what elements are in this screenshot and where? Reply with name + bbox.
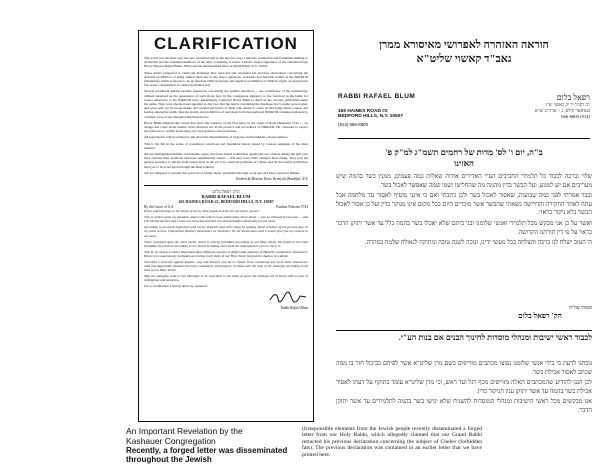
hebrew-paragraph: ואשר על כן אני מבקש מכל תלמידי ואנשי שלומנו ובני ביתם שלא יאכלו בשר בהמה כלל עד אשר יתוקן הדבר כראוי על פי דין תורתנו הקדושה. [336, 219, 592, 236]
clarification-paragraph: All the distinguished Rabbis and halachic sages who have issued prohibition against the use of meat during the past year have restated their positions and have emphatically stated — that they have NOT changed their ruling. They join the general populace to refrain from eating meat as the yet to be resolved problems of Chelev and its successful prohibition have yet to be acted upon through the meat industry. [144, 152, 308, 169]
hebrew-paragraph: לכן הננו להודיע שהמכתבים האלה מזוייפים מכף רגל ועד ראש, וכי מרן שליט"א עומד בתוקף על דעתו לאסור אכילת בשר בהמה עד אשר יתוקן ענין הניקור כדין. [336, 379, 592, 395]
clarification-paragraph: This is the 6th in the series of scandalous scurrilous and fraudulent letters issued by various segments of the meat industry. [144, 141, 308, 150]
letterhead-name: RABBI RAFAEL BLUM [338, 93, 416, 100]
english-paragraph: May the Almighty send us his blessings to be inscribed in the book of good life amongst all of Israel with a year of redemption and salvation. [144, 274, 308, 283]
english-paragraph: For a certification I hereby attest my signature [144, 284, 208, 289]
letterhead-hebrew-phone: (914) 666-6800 [561, 114, 590, 119]
clarification-notice [138, 30, 314, 422]
signature-scribble [268, 291, 308, 303]
english-paragraph: According to personal inspection with all my students, and with ruling by leading Torah scholars of the present-day; to my great sorrow, I found that (kosher) meat bears no 'hechsher' for the Torah laws, and I cannot give you my consent to eat meat. [144, 225, 308, 238]
clarification-paragraph: These letters purported to claim the Kashauer Rav retracted and rescinded his previous declaration concerning the absolute prohibition of using animal meat due to the major questions, problems and halachic doubts in the NIKKUR (deveining) which is known to be an absolute biblical precept and negative prohibition of biblical origin, as engraved in law as the consumption of chelev (forbidden fat). [144, 70, 308, 88]
hebrew-signature [336, 306, 592, 320]
headline-line-1: An Important Revelation by the [126, 426, 243, 436]
english-paragraph: Therefore I sincerely appeal implore, beg and beseech you all to refrain from consuming any more meat whatsoever until this deplorable situation becomes completely and properly rectified with the help of the Almighty according to all laws of our Holy Torah. [144, 260, 308, 273]
hebrew-paragraph: נוכחנו לדעת כי בידי אנשי שלומנו נפוצו מכתבים מזוייפים בשם מרן שליט"א אשר לפיהם כביכול חזר בו ממה שכתב לאסור אכילת בשר. [336, 360, 592, 376]
letterhead-hebrew [480, 93, 590, 120]
clarification-paragraph: All legal means will be utilized to pin down the dissemination of forgeries and fraudulent correspondence. [144, 135, 289, 140]
hebrew-paragraph: ה' הטוב ישלח לנו ברכה והצלחה בכל מעשי ידינו, ונזכה לשנה טובה ומתוקה לגאולה שלמה במהרה. [365, 239, 592, 247]
hebrew-title [336, 38, 592, 66]
english-letter-text [144, 209, 308, 289]
clarification-paragraph: The world was shocked over the new revelation that in the last few days a massive counterfeit and fraudulent mailing to all Rabbis and the esteemed members of the laity, consisting of letters with the forged signatures of the venerated Sage Horav Hagaon Rafael Blum, Shlita and his distinguished letter of Rabbi Blum, N.Y. 10952. [144, 56, 308, 69]
handwritten-signature [144, 291, 308, 306]
embedded-letterhead [144, 189, 308, 204]
hebrew-date-line-2: האזינו [454, 158, 474, 168]
letterhead-city: BEDFORD HILLS, N.Y. 10507 [338, 114, 404, 119]
letterhead-hebrew-line: בעדפאר הילס, נ. י. ארה"ב יע"א [534, 108, 590, 113]
hebrew-title-line-2: גאב"ד קאשוי שליט"א [416, 53, 512, 65]
hebrew-paragraph: אנו מבקשים מכל ראשי הישיבות ומנהלי המוסדות להשגיח שלא יגישו בשר בהמה לתלמידים עד אשר יתוקן הדבר. [336, 398, 592, 414]
signature-name: Rabbi Rafael Blum [280, 305, 308, 310]
letterhead-hebrew-name: הרב רפאל בלום [212, 189, 240, 195]
english-paragraph: This by no means a matter dependent upon different customs or differential opinions of Halachic authorities whatsoever. Hence it is unanimously forbidden according to all sides of our Holy Torah beyond the shadow of a doubt. [144, 249, 308, 258]
letterhead-address: 165 HAINES ROAD #2, BEDFORD HILLS, N.Y. 10507 [178, 199, 274, 205]
headline-line-2: Kashauer Congregation [126, 435, 216, 446]
letterhead-hebrew-line: רב דקהל יד יק קאשוי יצ"ו [545, 102, 590, 107]
article-headline [126, 427, 296, 446]
section-divider [336, 330, 592, 331]
letterhead-right-line: Parshas Nitzvim 5743 [276, 205, 308, 210]
clarification-paragraph: All are obligated to prevent this great sin of eating chelev prohibited through cover-ups and false reports in Nikkur. [144, 170, 301, 175]
hebrew-sign-prefix: ובאתי עה"ח [568, 306, 592, 311]
hebrew-subheading: לכבוד ראשי ישיבות ומנהלי מוסדות לחינוך הבנים אם בנות הע"י. [398, 333, 592, 342]
hebrew-paragraph: וכבר אמרתי לפני כמה שבועות, שאסור לאכול בשר ולכן כתבתי ואם כי אינני מוסיף לאסור נגד מלחמה אבל עתה לאחר החקירה והדרישה מצאתי שהבשר אשר מוכרים היום בכל מקום אינו מנוקר כדין ועל כן אסור לאכול הבשר בלא ניקור כראוי. [336, 192, 592, 217]
hebrew-date-line [336, 147, 592, 169]
english-paragraph: Peace and blessings to the honor of all my dear pupils and the AG anywhere you are. [144, 209, 260, 214]
hebrew-title-line-1: הוראה האזהרה לאפרושי מאיסורא ממרן [379, 39, 549, 51]
hebrew-date-line-1: ב"ה, יום ו' לס' מדות של רחמים תשמ"ג למ"ק פ' [385, 147, 543, 157]
article-body: (Irresponsible elements from the Jewish people recently disseminated a forged letter from our Holy Rabbi, which allegedly claimed that our Grand Rabbi retracted his previous declaration concerning the subject of Chelev (forbidden fats). The previous declaration was contained in an earlier letter that we have printed here. [302, 426, 482, 458]
letterhead-left-line: By the Grace of G-d [144, 205, 174, 210]
hebrew-second-notice [336, 360, 592, 462]
letterhead-address: 165 HAINES ROAD #2 [338, 109, 388, 114]
letterhead-hebrew-name: רפאל בלום [556, 93, 590, 102]
clarification-paragraph: Horav Blum emphatically stated that since the issuance of his first letter in the week of Rosh Hashanah 5743 — no change has come about neither in his decision nor in the practice and procedures of NIKKUR. He continues to expect his followers to refrain from using any beef products and provisions. [144, 120, 308, 134]
hebrew-letter-body [336, 173, 592, 250]
letterhead-english [338, 93, 448, 127]
divider [144, 185, 308, 186]
letterhead-phone: (914) 666-6800 [338, 122, 369, 127]
clarification-signature-line: Yeshiva & Mesivta Toras Yirmiyah, Brooklyn, N.Y. [235, 177, 308, 182]
english-paragraph: This is written upon my demand; what is this which I was asked many times about — are we allowed to eat meat — and I do hereby declare that I have not retracted and that it is still forbidden (absolutely) to eat meat. [144, 215, 308, 224]
letterhead-divider [338, 138, 590, 139]
english-paragraph: There remained upon the meat chelev which is strictly forbidden according to our Holy Torah. We found in the meat forbidden fat (chelev) according to our Torah including veins from the hind quarters even in the U.S. [144, 239, 308, 248]
clarification-paragraph: Several prominent Rabbis became suspicious concerning the sudden retraction — the consistency of the terminology utilized surprised us the appearance of such about face by the courageous signatory to the forefront in the battle for proper adherence to the NIKKUR laws, immediately contacted Horav Blum to discover the veracity publicized under his name. They were shocked and appalled to discover that the letters containing the Kashauer Rav's name were forged, and were sent out by irresponsible and wicked purveyors of meat who desire to cause ill and bring about a sense and feeling among the public that the doubts and prohibition of treif meat from the unaltered NIKKUR continue unabated by a further wave of the disrupted Machatzeh laws. [144, 89, 308, 119]
clarification-title: CLARIFICATION [154, 34, 298, 53]
hebrew-paragraph: שלוי וברכה לכבוד כל תלמידי החביבים הע"י האדירים אודות שאלות כמה פעמים, ממנין בשר בהמה שיש מעריבים אם יש למנוע, ועל הבשר בדין מהמה מה שהחליטו ושמו שמה שאפשר לאכול בשר. [336, 173, 592, 189]
letterhead-name: RABBI RAFAEL BLUM [201, 194, 251, 200]
clarification-text [144, 56, 308, 175]
article-lede: Recently, a forged letter was disseminated throughout the Jewish [126, 446, 288, 464]
hebrew-sign-name: הק' רפאל בלום [518, 311, 562, 320]
